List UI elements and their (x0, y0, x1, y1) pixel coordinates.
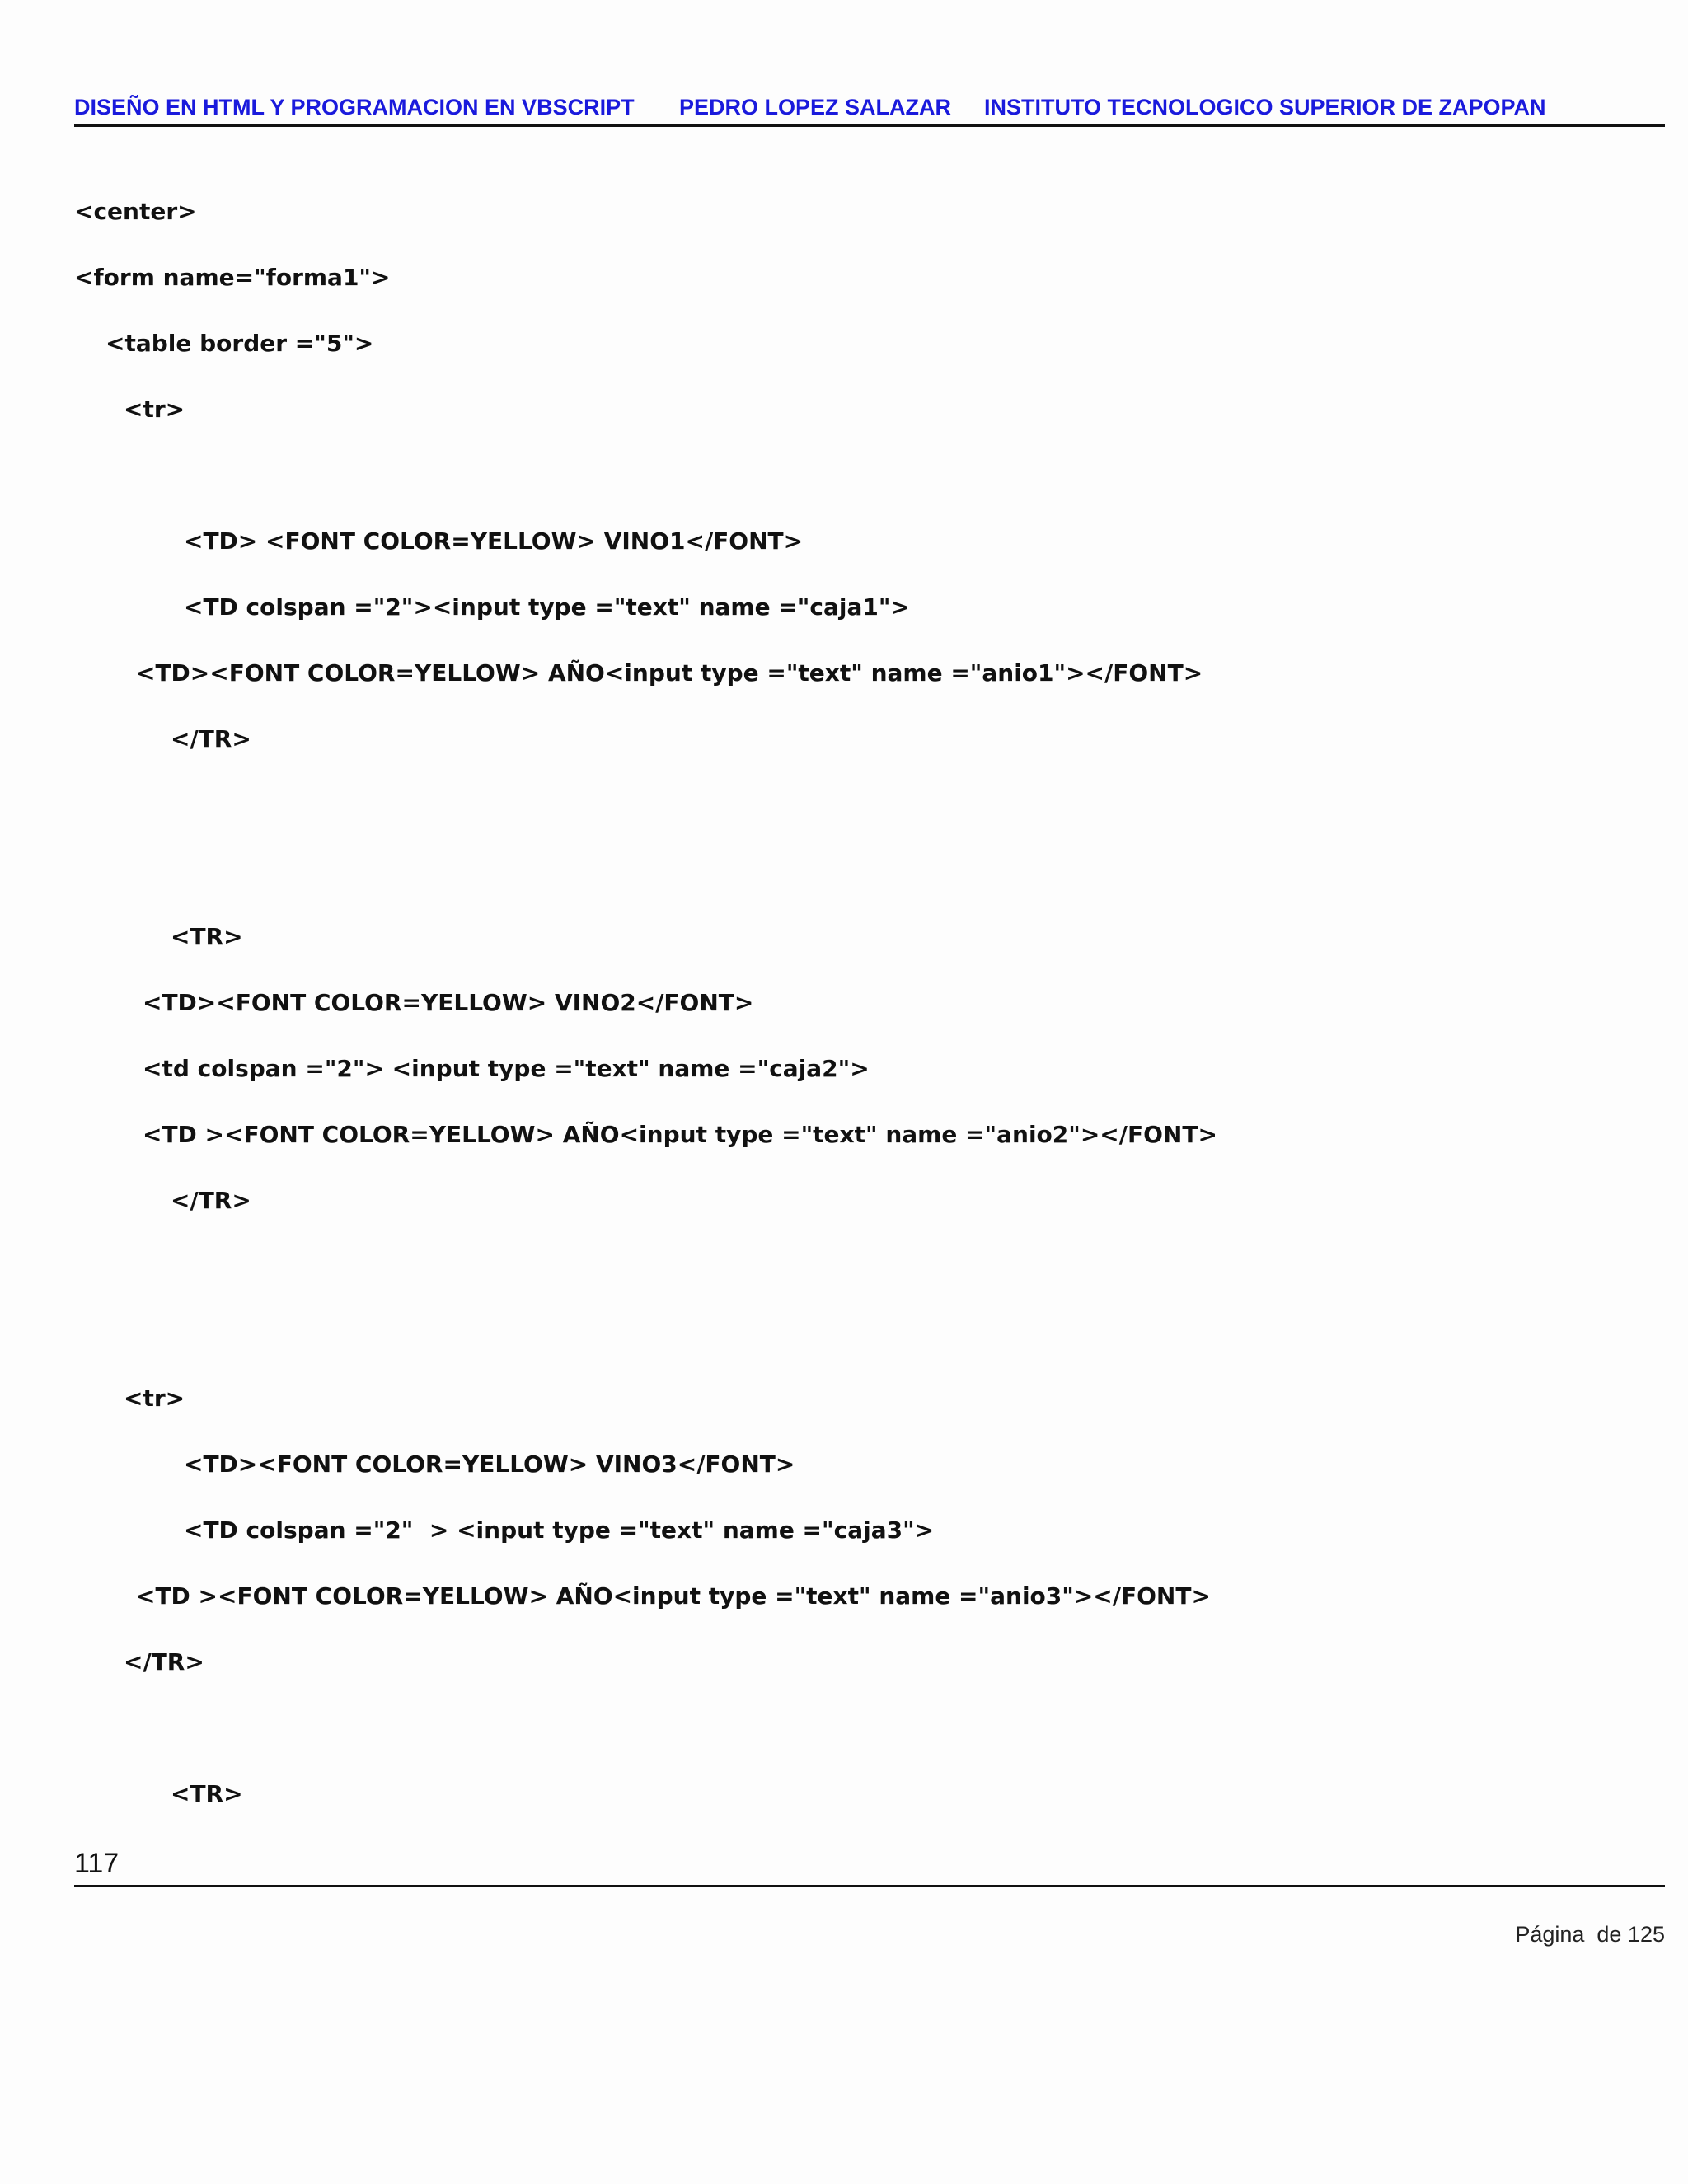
code-line: </TR> (124, 1648, 204, 1675)
header-author: PEDRO LOPEZ SALAZAR (679, 95, 952, 120)
code-line: </TR> (171, 1187, 251, 1214)
code-line: <TD><FONT COLOR=YELLOW> VINO3</FONT> (184, 1451, 795, 1478)
code-line: <TD colspan ="2"><input type ="text" name ="caja1"> (184, 593, 910, 621)
code-line: <TD ><FONT COLOR=YELLOW> AÑO<input type ="text" name ="anio3"></FONT> (136, 1582, 1211, 1610)
header-institution: INSTITUTO TECNOLOGICO SUPERIOR DE ZAPOPAN (984, 95, 1546, 120)
code-line: <table border ="5"> (106, 330, 374, 357)
code-line: <form name="forma1"> (74, 264, 391, 291)
code-line: <TD><FONT COLOR=YELLOW> AÑO<input type ="text" name ="anio1"></FONT> (136, 659, 1203, 687)
code-line: <tr> (124, 1385, 185, 1412)
code-line: <td colspan ="2"> <input type ="text" name ="caja2"> (143, 1055, 870, 1082)
code-line: <TD><FONT COLOR=YELLOW> VINO2</FONT> (143, 989, 754, 1016)
footer-rule (74, 1885, 1665, 1887)
code-line: <TR> (171, 1780, 243, 1807)
code-line: </TR> (171, 725, 251, 752)
code-line: <center> (74, 198, 197, 225)
header-rule (74, 124, 1665, 127)
code-line: <tr> (124, 396, 185, 423)
code-line: <TD ><FONT COLOR=YELLOW> AÑO<input type ="text" name ="anio2"></FONT> (143, 1121, 1217, 1148)
page-footer: Página de 125 (1515, 1922, 1665, 1947)
code-line: <TR> (171, 923, 243, 950)
running-header (74, 95, 1665, 128)
header-course-title: DISEÑO EN HTML Y PROGRAMACION EN VBSCRIPT (74, 95, 635, 120)
code-line: <TD colspan ="2" > <input type ="text" name ="caja3"> (184, 1516, 935, 1544)
page-number: 117 (74, 1848, 120, 1879)
code-line: <TD> <FONT COLOR=YELLOW> VINO1</FONT> (184, 527, 804, 555)
